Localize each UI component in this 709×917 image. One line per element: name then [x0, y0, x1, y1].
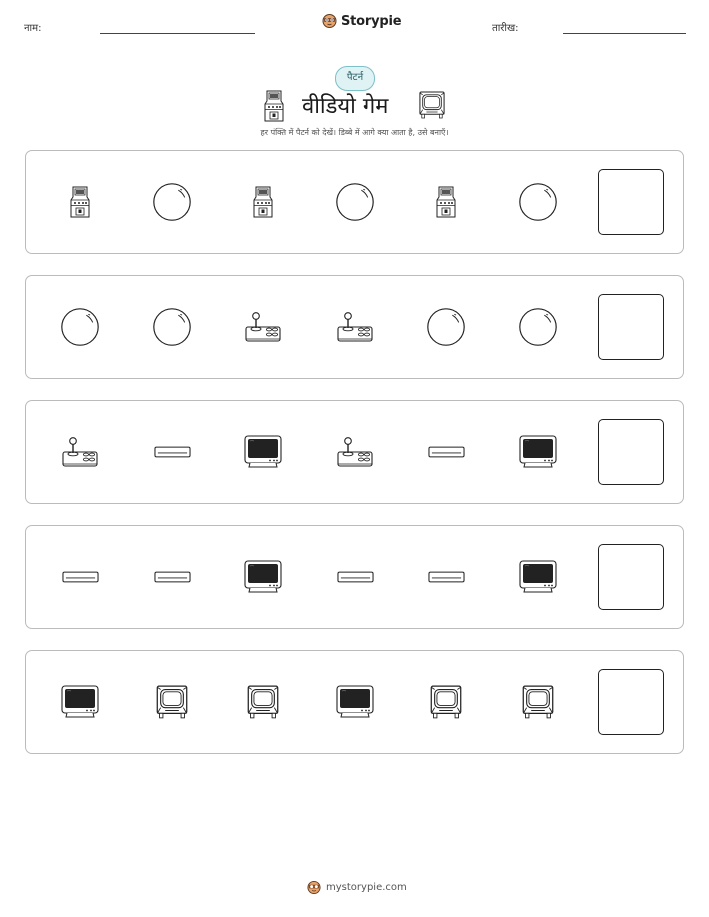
tv-monitor-icon [330, 651, 380, 753]
cartridge-icon [421, 526, 471, 628]
retro-tv-icon [147, 651, 197, 753]
answer-box[interactable] [598, 169, 664, 235]
pattern-row [25, 275, 684, 379]
storypie-logo [322, 13, 401, 29]
joystick-icon [55, 401, 105, 503]
answer-box[interactable] [598, 294, 664, 360]
pattern-row [25, 650, 684, 754]
cartridge-icon [55, 526, 105, 628]
cartridge-icon [330, 526, 380, 628]
name-label: नाम: [24, 23, 42, 34]
date-label: तारीख: [492, 23, 519, 34]
bubble-icon [513, 151, 563, 253]
joystick-icon [238, 276, 288, 378]
retro-tv-icon [513, 651, 563, 753]
tv-monitor-icon [238, 401, 288, 503]
joystick-icon [330, 276, 380, 378]
bubble-icon [513, 276, 563, 378]
storypie-mascot-icon [322, 13, 337, 29]
joystick-icon [330, 401, 380, 503]
answer-box[interactable] [598, 419, 664, 485]
pattern-row [25, 400, 684, 504]
topic-badge: पैटर्न [335, 66, 375, 91]
cartridge-icon [147, 526, 197, 628]
footer-site: mystorypie.com [326, 882, 407, 893]
tv-monitor-icon [513, 526, 563, 628]
tv-monitor-icon [55, 651, 105, 753]
arcade-cabinet-icon [55, 151, 105, 253]
arcade-cabinet-icon [421, 151, 471, 253]
cartridge-icon [421, 401, 471, 503]
logo-text: Storypie [341, 13, 402, 29]
arcade-cabinet-icon [238, 151, 288, 253]
arcade-cabinet-icon [264, 90, 284, 126]
bubble-icon [421, 276, 471, 378]
tv-monitor-icon [513, 401, 563, 503]
bubble-icon [55, 276, 105, 378]
cartridge-icon [147, 401, 197, 503]
date-line[interactable] [563, 33, 686, 34]
footer [307, 880, 407, 895]
bubble-icon [330, 151, 380, 253]
name-line[interactable] [100, 33, 255, 34]
bubble-icon [147, 151, 197, 253]
retro-tv-icon [421, 651, 471, 753]
page-title: वीडियो गेम [302, 94, 389, 119]
answer-box[interactable] [598, 544, 664, 610]
answer-box[interactable] [598, 669, 664, 735]
storypie-mascot-icon [307, 880, 321, 895]
bubble-icon [147, 276, 197, 378]
title-row [0, 88, 709, 124]
retro-tv-icon [419, 91, 445, 123]
retro-tv-icon [238, 651, 288, 753]
instructions: हर पंक्ति में पैटर्न को देखें। डिब्बे में आगे क्या आता है, उसे बनाएँ। [260, 128, 449, 137]
tv-monitor-icon [238, 526, 288, 628]
pattern-row [25, 150, 684, 254]
pattern-row [25, 525, 684, 629]
